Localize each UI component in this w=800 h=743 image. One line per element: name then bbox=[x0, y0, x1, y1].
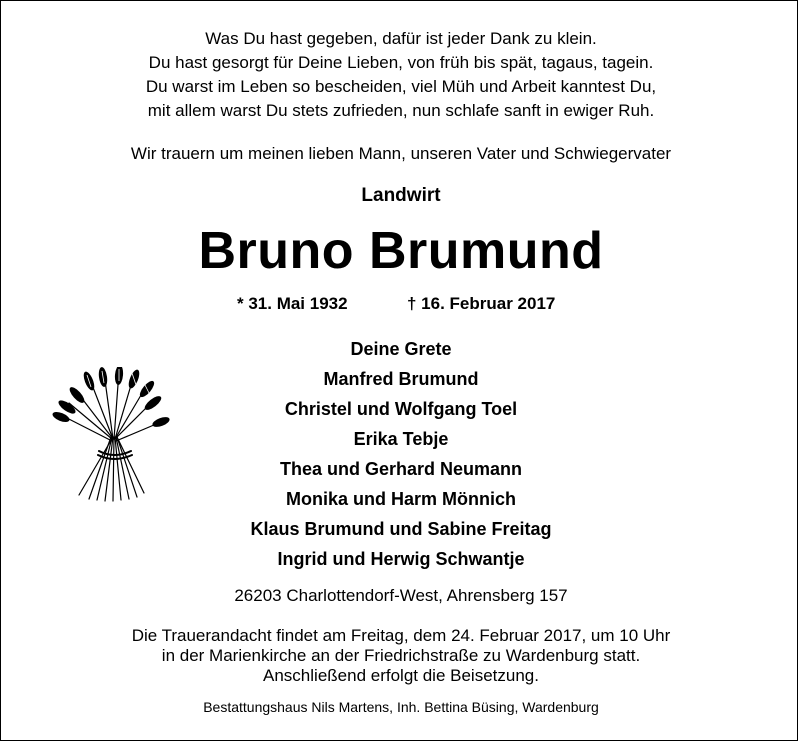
address: 26203 Charlottendorf-West, Ahrensberg 157 bbox=[234, 586, 568, 605]
mourner-2: Manfred Brumund bbox=[323, 369, 479, 389]
wheat-sheaf-icon bbox=[49, 367, 174, 502]
mourner-1: Deine Grete bbox=[350, 339, 452, 359]
mourner-4: Erika Tebje bbox=[353, 429, 449, 449]
service-line-2: in der Marienkirche an der Friedrichstraße zu Wardenburg statt. bbox=[161, 646, 641, 665]
life-dates bbox=[1, 294, 800, 318]
death-date: † 16. Februar 2017 bbox=[407, 294, 556, 313]
mourner-3: Christel und Wolfgang Toel bbox=[284, 399, 518, 419]
funeral-home: Bestattungshaus Nils Martens, Inh. Bettina Büsing, Wardenburg bbox=[203, 699, 599, 715]
mourner-8: Ingrid und Herwig Schwantje bbox=[277, 549, 525, 569]
poem-line-4: mit allem warst Du stets zufrieden, nun schlafe sanft in ewiger Ruh. bbox=[147, 101, 655, 120]
birth-date: * 31. Mai 1932 bbox=[237, 294, 348, 313]
occupation: Landwirt bbox=[361, 185, 441, 206]
poem-line-3: Du warst im Leben so bescheiden, viel Müh und Arbeit kanntest Du, bbox=[145, 77, 657, 96]
service-line-3: Anschließend erfolgt die Beisetzung. bbox=[263, 666, 539, 685]
mourner-6: Monika und Harm Mönnich bbox=[285, 489, 516, 509]
mourner-5: Thea und Gerhard Neumann bbox=[279, 459, 523, 479]
service-line-1: Die Trauerandacht findet am Freitag, dem 24. Februar 2017, um 10 Uhr bbox=[131, 626, 671, 645]
intro-text: Wir trauern um meinen lieben Mann, unseren Vater und Schwiegervater bbox=[130, 144, 672, 163]
mourner-7: Klaus Brumund und Sabine Freitag bbox=[250, 519, 552, 539]
poem-line-2: Du hast gesorgt für Deine Lieben, von früh bis spät, tagaus, tagein. bbox=[148, 53, 654, 72]
poem-line-1: Was Du hast gegeben, dafür ist jeder Dank zu klein. bbox=[205, 29, 597, 48]
deceased-name: Bruno Brumund bbox=[198, 222, 604, 280]
